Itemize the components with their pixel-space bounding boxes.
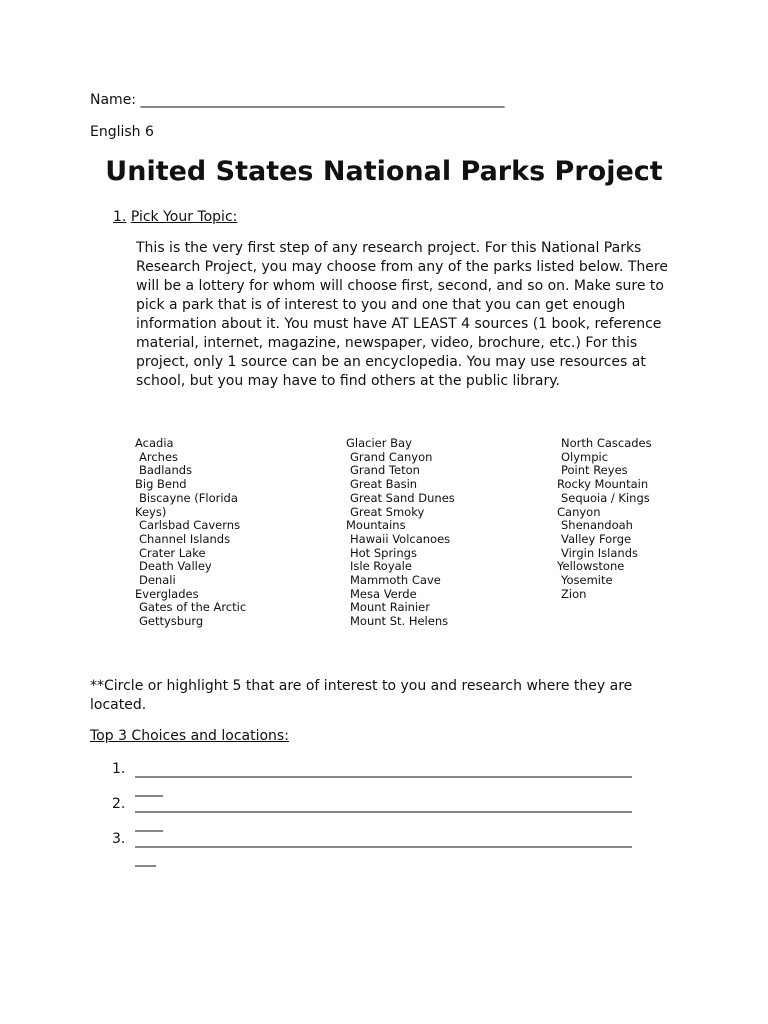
park-item: Zion [561, 586, 587, 601]
section-heading [113, 209, 237, 225]
choice-number: 3. [112, 831, 126, 847]
paragraph-line: information about it. You must have AT LEAST 4 sources (1 book, reference [136, 316, 662, 332]
park-item: Great Sand Dunes [350, 490, 455, 505]
park-item: Death Valley [139, 559, 212, 574]
park-item: Isle Royale [350, 559, 412, 574]
parks-column-2 [346, 437, 455, 629]
park-item: Glacier Bay [346, 436, 412, 450]
park-item: Rocky Mountain [557, 477, 649, 492]
course-label: English 6 [90, 124, 154, 140]
park-item: Hawaii Volcanoes [350, 531, 451, 546]
park-item: Mesa Verde [350, 586, 417, 601]
choice-number: 2. [112, 796, 126, 812]
park-item: Gettysburg [139, 614, 204, 629]
park-item: Mountains [346, 518, 406, 533]
paragraph-line: will be a lottery for whom will choose first, second, and so on. Make sure to [136, 278, 664, 294]
park-item: Channel Islands [139, 531, 231, 546]
paragraph-line: material, internet, magazine, newspaper, video, brochure, etc.) For this [136, 335, 638, 351]
choice-blank-line[interactable]: _______________________________________________________________________ [135, 797, 632, 813]
park-item: Virgin Islands [561, 545, 638, 560]
choice-blank-line[interactable]: ___ [135, 851, 156, 867]
park-item: Denali [139, 573, 176, 588]
choices-heading: Top 3 Choices and locations: [90, 728, 289, 744]
park-item: Badlands [139, 463, 193, 478]
choice-blank-2[interactable] [135, 796, 632, 834]
park-item: Big Bend [135, 477, 187, 492]
park-item: Hot Springs [350, 545, 417, 560]
choice-blank-line[interactable]: ____ [135, 816, 163, 832]
paragraph-line: This is the very first step of any research project. For this National Parks [136, 240, 642, 256]
park-item: North Cascades [561, 436, 652, 450]
name-blank[interactable]: ____________________________________________________ [140, 92, 505, 108]
parks-column-1 [135, 437, 246, 629]
park-item: Shenandoah [561, 518, 633, 533]
park-item: Keys) [135, 504, 167, 519]
park-item: Great Smoky [350, 504, 425, 519]
park-item: Mammoth Cave [350, 573, 441, 588]
choice-blank-3[interactable] [135, 831, 632, 869]
park-item: Yellowstone [557, 559, 625, 574]
choice-blank-line[interactable]: ____ [135, 781, 163, 797]
park-item: Yosemite [561, 573, 613, 588]
choice-number: 1. [112, 761, 126, 777]
park-item: Everglades [135, 586, 199, 601]
choice-blank-line[interactable]: _______________________________________________________________________ [135, 762, 632, 778]
section-number: 1. [113, 209, 127, 225]
paragraph-line: project, only 1 source can be an encyclopedia. You may use resources at [136, 354, 646, 370]
park-item: Point Reyes [561, 463, 628, 478]
paragraph-line: pick a park that is of interest to you and one that you can get enough [136, 297, 626, 313]
park-item: Crater Lake [139, 545, 206, 560]
park-item: Mount St. Helens [350, 614, 449, 629]
paragraph-line: school, but you may have to find others at the public library. [136, 373, 560, 389]
park-item: Arches [139, 449, 179, 464]
instructions-paragraph [136, 239, 676, 391]
park-item: Valley Forge [561, 531, 632, 546]
park-item: Grand Teton [350, 463, 420, 478]
section-title: Pick Your Topic: [130, 209, 238, 225]
choice-blank-1[interactable] [135, 761, 632, 799]
name-field[interactable] [90, 92, 504, 108]
choice-blank-line[interactable]: _______________________________________________________________________ [135, 832, 632, 848]
park-item: Mount Rainier [350, 600, 430, 615]
park-item: Canyon [557, 504, 601, 519]
highlight-instruction [90, 677, 632, 715]
page-title: United States National Parks Project [105, 156, 663, 187]
park-item: Olympic [561, 449, 609, 464]
parks-column-3 [557, 437, 652, 601]
instruction-line: **Circle or highlight 5 that are of interest to you and research where they are [90, 678, 633, 694]
park-item: Gates of the Arctic [139, 600, 247, 615]
instruction-line: located. [90, 697, 147, 713]
park-item: Great Basin [350, 477, 418, 492]
park-item: Biscayne (Florida [139, 490, 238, 505]
park-item: Acadia [135, 436, 174, 450]
name-label: Name: [90, 92, 137, 108]
park-item: Sequoia / Kings [561, 490, 650, 505]
paragraph-line: Research Project, you may choose from any of the parks listed below. There [136, 259, 668, 275]
park-item: Carlsbad Caverns [139, 518, 241, 533]
park-item: Grand Canyon [350, 449, 433, 464]
